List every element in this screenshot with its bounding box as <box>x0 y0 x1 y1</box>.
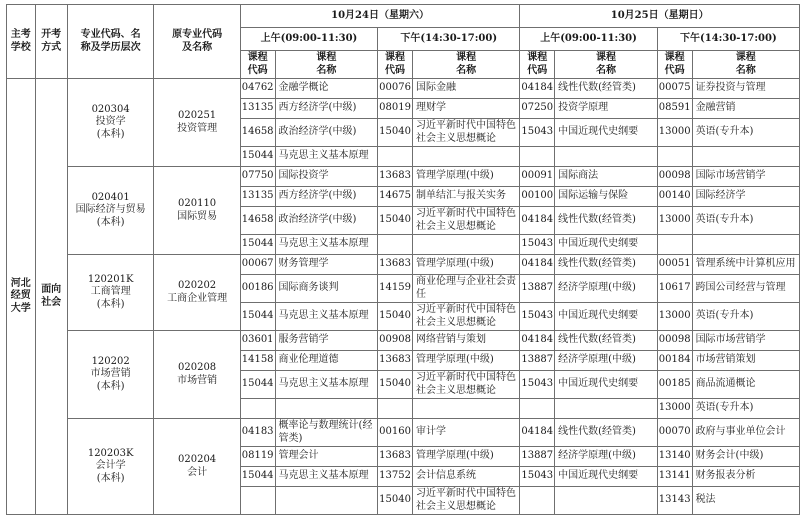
course-code-cell: 00140 <box>657 187 692 207</box>
course-name-cell: 线性代数(经管类) <box>555 419 658 447</box>
course-name-cell: 服务营销学 <box>275 331 378 351</box>
table-row <box>7 255 800 275</box>
course-code-cell <box>378 399 413 419</box>
old-major-info: 020208 市场营销 <box>154 331 240 419</box>
course-code-cell: 15044 <box>240 371 275 399</box>
course-name-cell <box>692 235 799 255</box>
course-code-cell <box>378 235 413 255</box>
header-course: 课程 名称 <box>275 51 378 79</box>
course-code-cell <box>240 487 275 515</box>
course-name-cell: 中国近现代史纲要 <box>555 371 658 399</box>
course-code-cell: 15044 <box>240 147 275 167</box>
course-code-cell: 07250 <box>520 99 555 119</box>
course-code-cell: 03601 <box>240 331 275 351</box>
course-code-cell: 13135 <box>240 187 275 207</box>
course-name-cell: 英语(专升本) <box>692 119 799 147</box>
major-info: 120202 市场营销 (本科) <box>67 331 154 419</box>
course-name-cell: 中国近现代史纲要 <box>555 235 658 255</box>
course-name-cell: 管理会计 <box>275 447 378 467</box>
course-code-cell: 00186 <box>240 275 275 303</box>
old-major-info: 020251 投资管理 <box>154 79 240 167</box>
course-name-cell: 管理系统中计算机应用 <box>692 255 799 275</box>
header-course: 课程 名称 <box>412 51 519 79</box>
course-name-cell <box>555 147 658 167</box>
course-name-cell: 理财学 <box>412 99 519 119</box>
course-name-cell: 会计信息系统 <box>412 467 519 487</box>
course-name-cell: 习近平新时代中国特色社会主义思想概论 <box>412 119 519 147</box>
exam-mode: 面向 社会 <box>35 79 67 515</box>
old-major-info: 020110 国际贸易 <box>154 167 240 255</box>
course-code-cell: 14158 <box>240 351 275 371</box>
course-name-cell: 政治经济学(中级) <box>275 207 378 235</box>
course-name-cell: 政治经济学(中级) <box>275 119 378 147</box>
header-major: 专业代码、名 称及学历层次 <box>67 5 154 79</box>
course-code-cell: 04184 <box>520 207 555 235</box>
course-code-cell: 13683 <box>378 255 413 275</box>
course-name-cell <box>275 399 378 419</box>
course-code-cell: 00098 <box>657 331 692 351</box>
course-code-cell: 00076 <box>378 79 413 99</box>
course-name-cell: 英语(专升本) <box>692 303 799 331</box>
course-name-cell: 经济学原理(中级) <box>555 351 658 371</box>
header-day2-pm: 下午(14:30-17:00) <box>657 28 799 51</box>
course-code-cell: 15040 <box>378 303 413 331</box>
course-code-cell: 13887 <box>520 447 555 467</box>
course-code-cell: 13887 <box>520 275 555 303</box>
course-code-cell: 13141 <box>657 467 692 487</box>
course-code-cell: 13000 <box>657 399 692 419</box>
course-name-cell: 线性代数(经管类) <box>555 207 658 235</box>
course-code-cell: 13135 <box>240 99 275 119</box>
course-code-cell: 04183 <box>240 419 275 447</box>
course-name-cell: 西方经济学(中级) <box>275 187 378 207</box>
course-name-cell: 跨国公司经营与管理 <box>692 275 799 303</box>
course-name-cell: 马克思主义基本原理 <box>275 303 378 331</box>
course-name-cell: 审计学 <box>412 419 519 447</box>
course-name-cell: 国际市场营销学 <box>692 167 799 187</box>
course-code-cell: 15043 <box>520 303 555 331</box>
course-name-cell: 商业伦理道德 <box>275 351 378 371</box>
course-code-cell: 14159 <box>378 275 413 303</box>
course-name-cell <box>412 235 519 255</box>
course-code-cell: 08019 <box>378 99 413 119</box>
course-name-cell: 证券投资与管理 <box>692 79 799 99</box>
course-code-cell: 04762 <box>240 79 275 99</box>
major-info: 120203K 会计学 (本科) <box>67 419 154 515</box>
course-name-cell: 金融学概论 <box>275 79 378 99</box>
course-code-cell: 14658 <box>240 119 275 147</box>
course-name-cell: 商业伦理与企业社会责任 <box>412 275 519 303</box>
course-name-cell: 西方经济学(中级) <box>275 99 378 119</box>
course-code-cell: 13140 <box>657 447 692 467</box>
course-code-cell: 13000 <box>657 119 692 147</box>
course-code-cell <box>657 235 692 255</box>
table-row <box>7 79 800 99</box>
course-code-cell: 00070 <box>657 419 692 447</box>
course-code-cell: 00067 <box>240 255 275 275</box>
course-code-cell: 15040 <box>378 371 413 399</box>
course-code-cell: 00185 <box>657 371 692 399</box>
course-code-cell: 00100 <box>520 187 555 207</box>
course-code-cell: 13752 <box>378 467 413 487</box>
course-name-cell: 财务会计(中级) <box>692 447 799 467</box>
course-code-cell: 13000 <box>657 303 692 331</box>
course-code-cell: 13143 <box>657 487 692 515</box>
course-name-cell: 马克思主义基本原理 <box>275 467 378 487</box>
course-name-cell: 马克思主义基本原理 <box>275 147 378 167</box>
course-code-cell <box>520 399 555 419</box>
course-name-cell: 英语(专升本) <box>692 399 799 419</box>
course-name-cell: 国际金融 <box>412 79 519 99</box>
header-day1-am: 上午(09:00-11:30) <box>240 28 377 51</box>
course-name-cell <box>692 147 799 167</box>
course-name-cell <box>412 147 519 167</box>
course-name-cell: 经济学原理(中级) <box>555 275 658 303</box>
course-code-cell: 13683 <box>378 447 413 467</box>
course-code-cell: 15043 <box>520 235 555 255</box>
course-name-cell: 国际市场营销学 <box>692 331 799 351</box>
header-code: 课程 代码 <box>240 51 275 79</box>
course-code-cell: 00160 <box>378 419 413 447</box>
course-code-cell: 15044 <box>240 303 275 331</box>
course-code-cell: 15044 <box>240 467 275 487</box>
course-code-cell: 15040 <box>378 119 413 147</box>
course-name-cell: 商品流通概论 <box>692 371 799 399</box>
course-name-cell: 线性代数(经管类) <box>555 255 658 275</box>
course-code-cell <box>657 147 692 167</box>
course-code-cell: 13683 <box>378 351 413 371</box>
course-name-cell: 国际投资学 <box>275 167 378 187</box>
course-name-cell: 中国近现代史纲要 <box>555 303 658 331</box>
course-code-cell: 04184 <box>520 79 555 99</box>
course-code-cell: 14658 <box>240 207 275 235</box>
major-info: 020401 国际经济与贸易 (本科) <box>67 167 154 255</box>
course-code-cell: 04184 <box>520 331 555 351</box>
course-name-cell: 线性代数(经管类) <box>555 79 658 99</box>
exam-schedule-table <box>6 4 800 515</box>
header-day1: 10月24日（星期六） <box>240 5 520 28</box>
major-info: 120201K 工商管理 (本科) <box>67 255 154 331</box>
course-name-cell: 中国近现代史纲要 <box>555 467 658 487</box>
course-name-cell: 习近平新时代中国特色社会主义思想概论 <box>412 487 519 515</box>
course-name-cell: 政府与事业单位会计 <box>692 419 799 447</box>
course-name-cell <box>275 487 378 515</box>
course-name-cell: 国际运输与保险 <box>555 187 658 207</box>
course-name-cell: 市场营销策划 <box>692 351 799 371</box>
header-day2: 10月25日（星期日） <box>520 5 800 28</box>
course-code-cell: 00098 <box>657 167 692 187</box>
course-code-cell: 15044 <box>240 235 275 255</box>
old-major-info: 020204 会计 <box>154 419 240 515</box>
course-name-cell <box>555 399 658 419</box>
course-code-cell: 15040 <box>378 207 413 235</box>
course-code-cell: 13000 <box>657 207 692 235</box>
header-mode: 开考 方式 <box>35 5 67 79</box>
school-name: 河北 经贸 大学 <box>7 79 36 515</box>
course-code-cell: 08119 <box>240 447 275 467</box>
course-name-cell: 马克思主义基本原理 <box>275 235 378 255</box>
course-code-cell: 13887 <box>520 351 555 371</box>
course-name-cell: 中国近现代史纲要 <box>555 119 658 147</box>
course-code-cell: 07750 <box>240 167 275 187</box>
course-name-cell: 经济学原理(中级) <box>555 447 658 467</box>
header-course: 课程 名称 <box>692 51 799 79</box>
course-code-cell: 00184 <box>657 351 692 371</box>
course-code-cell: 08591 <box>657 99 692 119</box>
course-code-cell <box>520 147 555 167</box>
course-name-cell: 财务报表分析 <box>692 467 799 487</box>
table-row <box>7 331 800 351</box>
course-name-cell: 习近平新时代中国特色社会主义思想概论 <box>412 371 519 399</box>
course-name-cell: 马克思主义基本原理 <box>275 371 378 399</box>
course-code-cell: 15043 <box>520 119 555 147</box>
course-code-cell <box>520 487 555 515</box>
course-code-cell: 00075 <box>657 79 692 99</box>
header-code: 课程 代码 <box>657 51 692 79</box>
header-code: 课程 代码 <box>378 51 413 79</box>
course-code-cell: 13683 <box>378 167 413 187</box>
header-code: 课程 代码 <box>520 51 555 79</box>
course-code-cell: 10617 <box>657 275 692 303</box>
course-name-cell: 财务管理学 <box>275 255 378 275</box>
course-name-cell: 投资学原理 <box>555 99 658 119</box>
course-name-cell: 网络营销与策划 <box>412 331 519 351</box>
course-code-cell: 04184 <box>520 419 555 447</box>
course-name-cell: 概率论与数理统计(经管类) <box>275 419 378 447</box>
course-name-cell <box>412 399 519 419</box>
table-row <box>7 419 800 447</box>
course-name-cell: 国际经济学 <box>692 187 799 207</box>
course-name-cell: 管理学原理(中级) <box>412 255 519 275</box>
old-major-info: 020202 工商企业管理 <box>154 255 240 331</box>
course-name-cell: 税法 <box>692 487 799 515</box>
course-name-cell: 金融营销 <box>692 99 799 119</box>
header-course: 课程 名称 <box>555 51 658 79</box>
course-name-cell: 管理学原理(中级) <box>412 351 519 371</box>
header-day2-am: 上午(09:00-11:30) <box>520 28 657 51</box>
course-code-cell: 00091 <box>520 167 555 187</box>
course-code-cell: 04184 <box>520 255 555 275</box>
course-name-cell: 制单结汇与报关实务 <box>412 187 519 207</box>
course-code-cell: 00908 <box>378 331 413 351</box>
header-day1-pm: 下午(14:30-17:00) <box>378 28 520 51</box>
course-name-cell: 习近平新时代中国特色社会主义思想概论 <box>412 303 519 331</box>
header-old-major: 原专业代码 及名称 <box>154 5 240 79</box>
course-code-cell: 00051 <box>657 255 692 275</box>
course-name-cell: 习近平新时代中国特色社会主义思想概论 <box>412 207 519 235</box>
table-row <box>7 167 800 187</box>
course-code-cell <box>378 147 413 167</box>
course-name-cell: 管理学原理(中级) <box>412 167 519 187</box>
course-code-cell: 15043 <box>520 371 555 399</box>
course-code-cell: 15040 <box>378 487 413 515</box>
course-code-cell <box>240 399 275 419</box>
course-code-cell: 14675 <box>378 187 413 207</box>
header-school: 主考 学校 <box>7 5 36 79</box>
course-name-cell: 国际商务谈判 <box>275 275 378 303</box>
course-name-cell: 线性代数(经管类) <box>555 331 658 351</box>
course-name-cell: 管理学原理(中级) <box>412 447 519 467</box>
course-code-cell: 15043 <box>520 467 555 487</box>
major-info: 020304 投资学 (本科) <box>67 79 154 167</box>
course-name-cell <box>555 487 658 515</box>
course-name-cell: 国际商法 <box>555 167 658 187</box>
course-name-cell: 英语(专升本) <box>692 207 799 235</box>
